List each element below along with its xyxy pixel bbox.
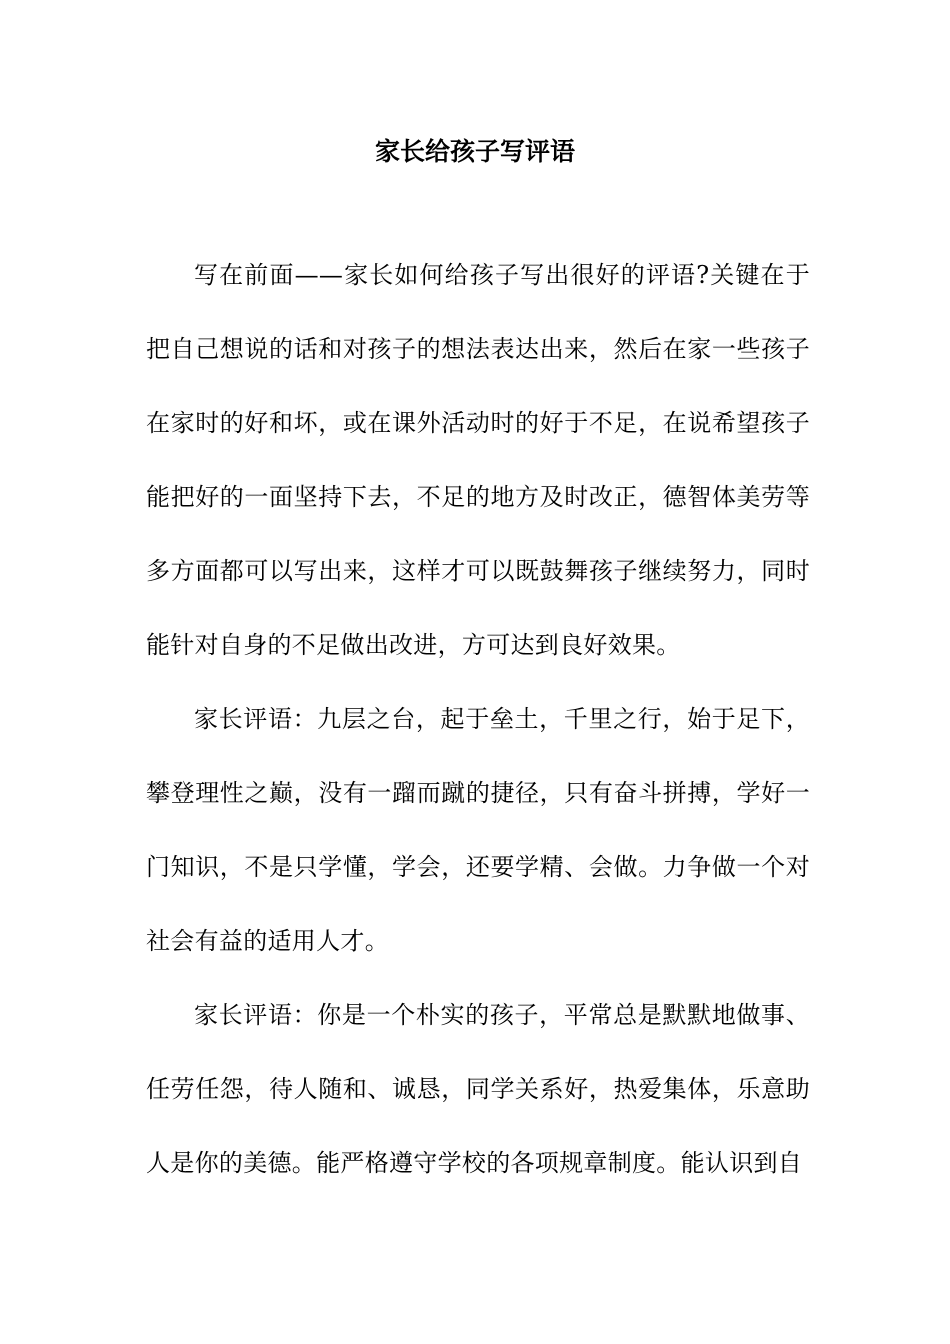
document-title: 家长给孩子写评语 — [374, 137, 575, 166]
paragraph-intro: 写在前面——家长如何给孩子写出很好的评语?关键在于把自己想说的话和对孩子的想法表达出来，然后在家一些孩子在家时的好和坏，或在课外活动时的好于不足，在说希望孩子能把好的一面坚持下去，不足的地方及时改正，德智体美劳等多方面都可以写出来，这样才可以既鼓舞孩子继续努力，同时能针对自身的不足做出改进，方可达到良好效果。 — [146, 261, 810, 659]
document-body — [146, 238, 810, 1200]
paragraph-parent-comment-2: 家长评语：你是一个朴实的孩子，平常总是默默地做事、任劳任怨，待人随和、诚恳，同学关系好，热爱集体，乐意助人是你的美德。能严格遵守学校的各项规章制度。能认识到自 — [146, 1001, 810, 1177]
paragraph-parent-comment-1: 家长评语：九层之台，起于垒土，千里之行，始于足下，攀登理性之巅，没有一蹓而蹴的捷径，只有奋斗拼搏，学好一门知识，不是只学懂，学会，还要学精、会做。力争做一个对社会有益的适用人才。 — [146, 705, 810, 955]
